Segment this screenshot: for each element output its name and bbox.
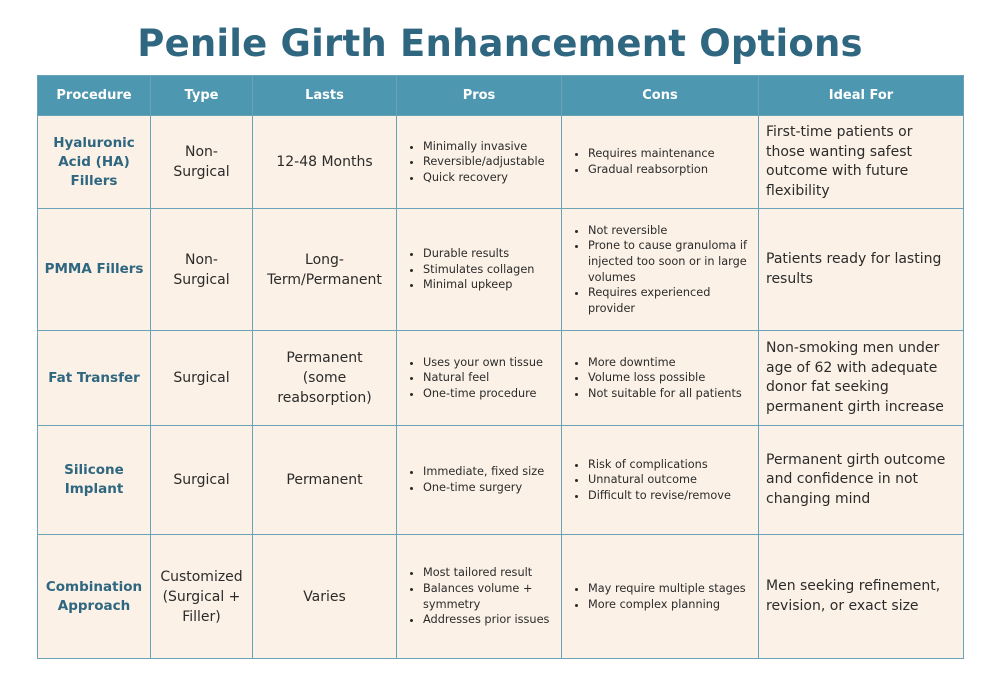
lasts-cell: Permanent (some reabsorption) bbox=[253, 331, 397, 426]
type-cell: Non-Surgical bbox=[151, 209, 253, 331]
ideal-for-cell: Permanent girth outcome and confidence in not changing mind bbox=[759, 426, 964, 535]
procedure-cell: Combination Approach bbox=[38, 535, 151, 659]
cons-cell bbox=[562, 331, 759, 426]
lasts-cell: Varies bbox=[253, 535, 397, 659]
pros-item: • Stimulates collagen bbox=[423, 262, 557, 278]
cons-item: • Prone to cause granuloma if injected too soon or in large volumes bbox=[588, 238, 754, 285]
cons-item: • Unnatural outcome bbox=[588, 472, 754, 488]
type-cell: Surgical bbox=[151, 426, 253, 535]
cons-item: • May require multiple stages bbox=[588, 581, 754, 597]
pros-item: • One-time procedure bbox=[423, 386, 557, 402]
table-header-row bbox=[38, 76, 964, 116]
pros-cell bbox=[397, 116, 562, 209]
table-row bbox=[38, 426, 964, 535]
type-cell: Non-Surgical bbox=[151, 116, 253, 209]
table-row bbox=[38, 535, 964, 659]
pros-item: • Addresses prior issues bbox=[423, 612, 557, 628]
header-type: Type bbox=[151, 76, 253, 116]
cons-item: • Not reversible bbox=[588, 223, 754, 239]
pros-item: • Immediate, fixed size bbox=[423, 464, 557, 480]
cons-item: • Requires maintenance bbox=[588, 146, 754, 162]
pros-item: • Quick recovery bbox=[423, 170, 557, 186]
comparison-table bbox=[37, 75, 964, 659]
pros-item: • One-time surgery bbox=[423, 480, 557, 496]
header-ideal-for: Ideal For bbox=[759, 76, 964, 116]
header-lasts: Lasts bbox=[253, 76, 397, 116]
pros-item: • Minimal upkeep bbox=[423, 277, 557, 293]
cons-item: • Requires experienced provider bbox=[588, 285, 754, 316]
cons-item: • Not suitable for all patients bbox=[588, 386, 754, 402]
header-cons: Cons bbox=[562, 76, 759, 116]
cons-item: • Difficult to revise/remove bbox=[588, 488, 754, 504]
pros-item: • Durable results bbox=[423, 246, 557, 262]
cons-item: • Volume loss possible bbox=[588, 370, 754, 386]
procedure-cell: Hyaluronic Acid (HA) Fillers bbox=[38, 116, 151, 209]
procedure-cell: PMMA Fillers bbox=[38, 209, 151, 331]
pros-cell bbox=[397, 426, 562, 535]
cons-cell bbox=[562, 116, 759, 209]
cons-item: • Risk of complications bbox=[588, 457, 754, 473]
pros-item: • Natural feel bbox=[423, 370, 557, 386]
cons-item: • Gradual reabsorption bbox=[588, 162, 754, 178]
header-procedure: Procedure bbox=[38, 76, 151, 116]
pros-cell bbox=[397, 331, 562, 426]
table-row bbox=[38, 331, 964, 426]
header-pros: Pros bbox=[397, 76, 562, 116]
lasts-cell: Permanent bbox=[253, 426, 397, 535]
pros-item: • Uses your own tissue bbox=[423, 355, 557, 371]
table-row bbox=[38, 116, 964, 209]
ideal-for-cell: Patients ready for lasting results bbox=[759, 209, 964, 331]
ideal-for-cell: First-time patients or those wanting safest outcome with future flexibility bbox=[759, 116, 964, 209]
type-cell: Customized (Surgical + Filler) bbox=[151, 535, 253, 659]
cons-cell bbox=[562, 535, 759, 659]
pros-cell bbox=[397, 209, 562, 331]
pros-cell bbox=[397, 535, 562, 659]
lasts-cell: 12-48 Months bbox=[253, 116, 397, 209]
type-cell: Surgical bbox=[151, 331, 253, 426]
ideal-for-cell: Non-smoking men under age of 62 with adequate donor fat seeking permanent girth increase bbox=[759, 331, 964, 426]
table-row bbox=[38, 209, 964, 331]
pros-item: • Balances volume + symmetry bbox=[423, 581, 557, 612]
cons-cell bbox=[562, 426, 759, 535]
lasts-cell: Long-Term/Permanent bbox=[253, 209, 397, 331]
pros-item: • Most tailored result bbox=[423, 565, 557, 581]
cons-item: • More downtime bbox=[588, 355, 754, 371]
procedure-cell: Fat Transfer bbox=[38, 331, 151, 426]
cons-item: • More complex planning bbox=[588, 597, 754, 613]
pros-item: • Reversible/adjustable bbox=[423, 154, 557, 170]
procedure-cell: Silicone Implant bbox=[38, 426, 151, 535]
cons-cell bbox=[562, 209, 759, 331]
ideal-for-cell: Men seeking refinement, revision, or exact size bbox=[759, 535, 964, 659]
pros-item: • Minimally invasive bbox=[423, 139, 557, 155]
page-title: Penile Girth Enhancement Options bbox=[137, 22, 863, 65]
